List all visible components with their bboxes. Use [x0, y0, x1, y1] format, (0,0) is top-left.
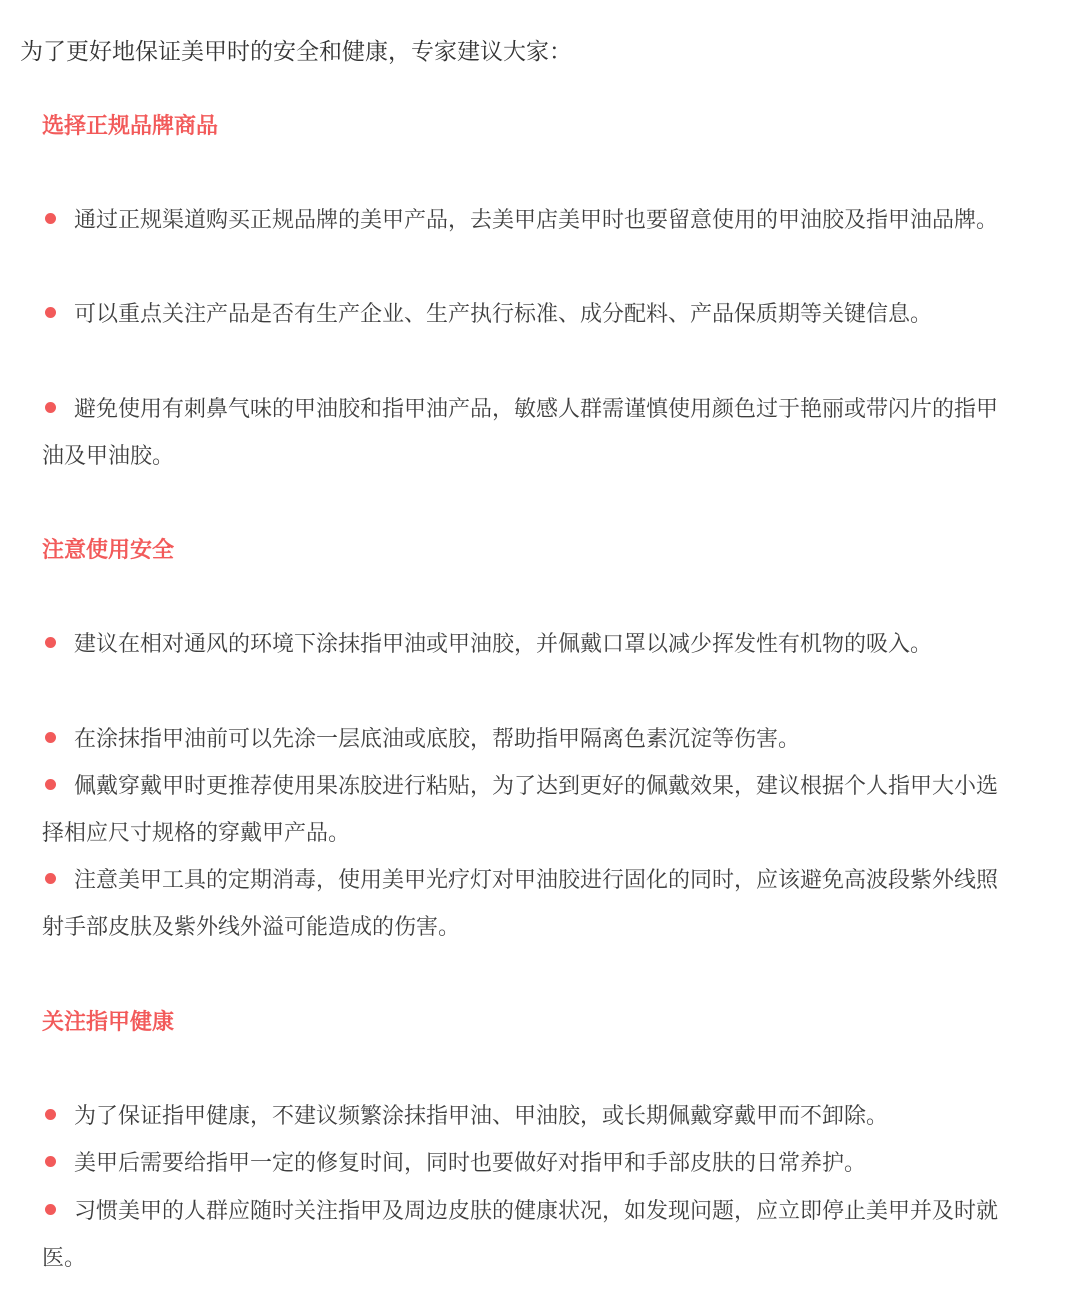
list-item: 为了保证指甲健康，不建议频繁涂抹指甲油、甲油胶，或长期佩戴穿戴甲而不卸除。: [42, 1093, 1012, 1140]
list-item: 建议在相对通风的环境下涂抹指甲油或甲油胶，并佩戴口罩以减少挥发性有机物的吸入。: [42, 621, 1012, 668]
list-item: 在涂抹指甲油前可以先涂一层底油或底胶，帮助指甲隔离色素沉淀等伤害。: [42, 716, 1012, 763]
list-item: 避免使用有刺鼻气味的甲油胶和指甲油产品，敏感人群需谨慎使用颜色过于艳丽或带闪片的指甲油及甲油胶。: [42, 397, 999, 469]
section-title-safety: 注意使用安全: [42, 538, 175, 563]
bullet-icon: [45, 873, 56, 884]
list-item: 习惯美甲的人群应随时关注指甲及周边皮肤的健康状况，如发现问题，应立即停止美甲并及时就医。: [42, 1199, 999, 1271]
intro-text: 为了更好地保证美甲时的安全和健康，专家建议大家：: [20, 39, 572, 65]
bullet-icon: [45, 637, 56, 648]
list-item: 美甲后需要给指甲一定的修复时间，同时也要做好对指甲和手部皮肤的日常养护。: [42, 1140, 1012, 1187]
bullet-icon: [45, 307, 56, 318]
list-item: 佩戴穿戴甲时更推荐使用果冻胶进行粘贴，为了达到更好的佩戴效果，建议根据个人指甲大小选择相应尺寸规格的穿戴甲产品。: [42, 774, 999, 846]
list-item: 注意美甲工具的定期消毒，使用美甲光疗灯对甲油胶进行固化的同时，应该避免高波段紫外线照射手部皮肤及紫外线外溢可能造成的伤害。: [42, 868, 999, 940]
section-title-brand: 选择正规品牌商品: [42, 114, 219, 139]
bullet-icon: [45, 213, 56, 224]
bullet-icon: [45, 1204, 56, 1215]
section-title-health: 关注指甲健康: [42, 1010, 175, 1035]
list-item: 可以重点关注产品是否有生产企业、生产执行标准、成分配料、产品保质期等关键信息。: [42, 291, 1012, 338]
list-item: 通过正规渠道购买正规品牌的美甲产品，去美甲店美甲时也要留意使用的甲油胶及指甲油品牌。: [42, 197, 1012, 244]
bullet-icon: [45, 402, 56, 413]
bullet-icon: [45, 1109, 56, 1120]
bullet-icon: [45, 779, 56, 790]
bullet-icon: [45, 732, 56, 743]
bullet-icon: [45, 1156, 56, 1167]
